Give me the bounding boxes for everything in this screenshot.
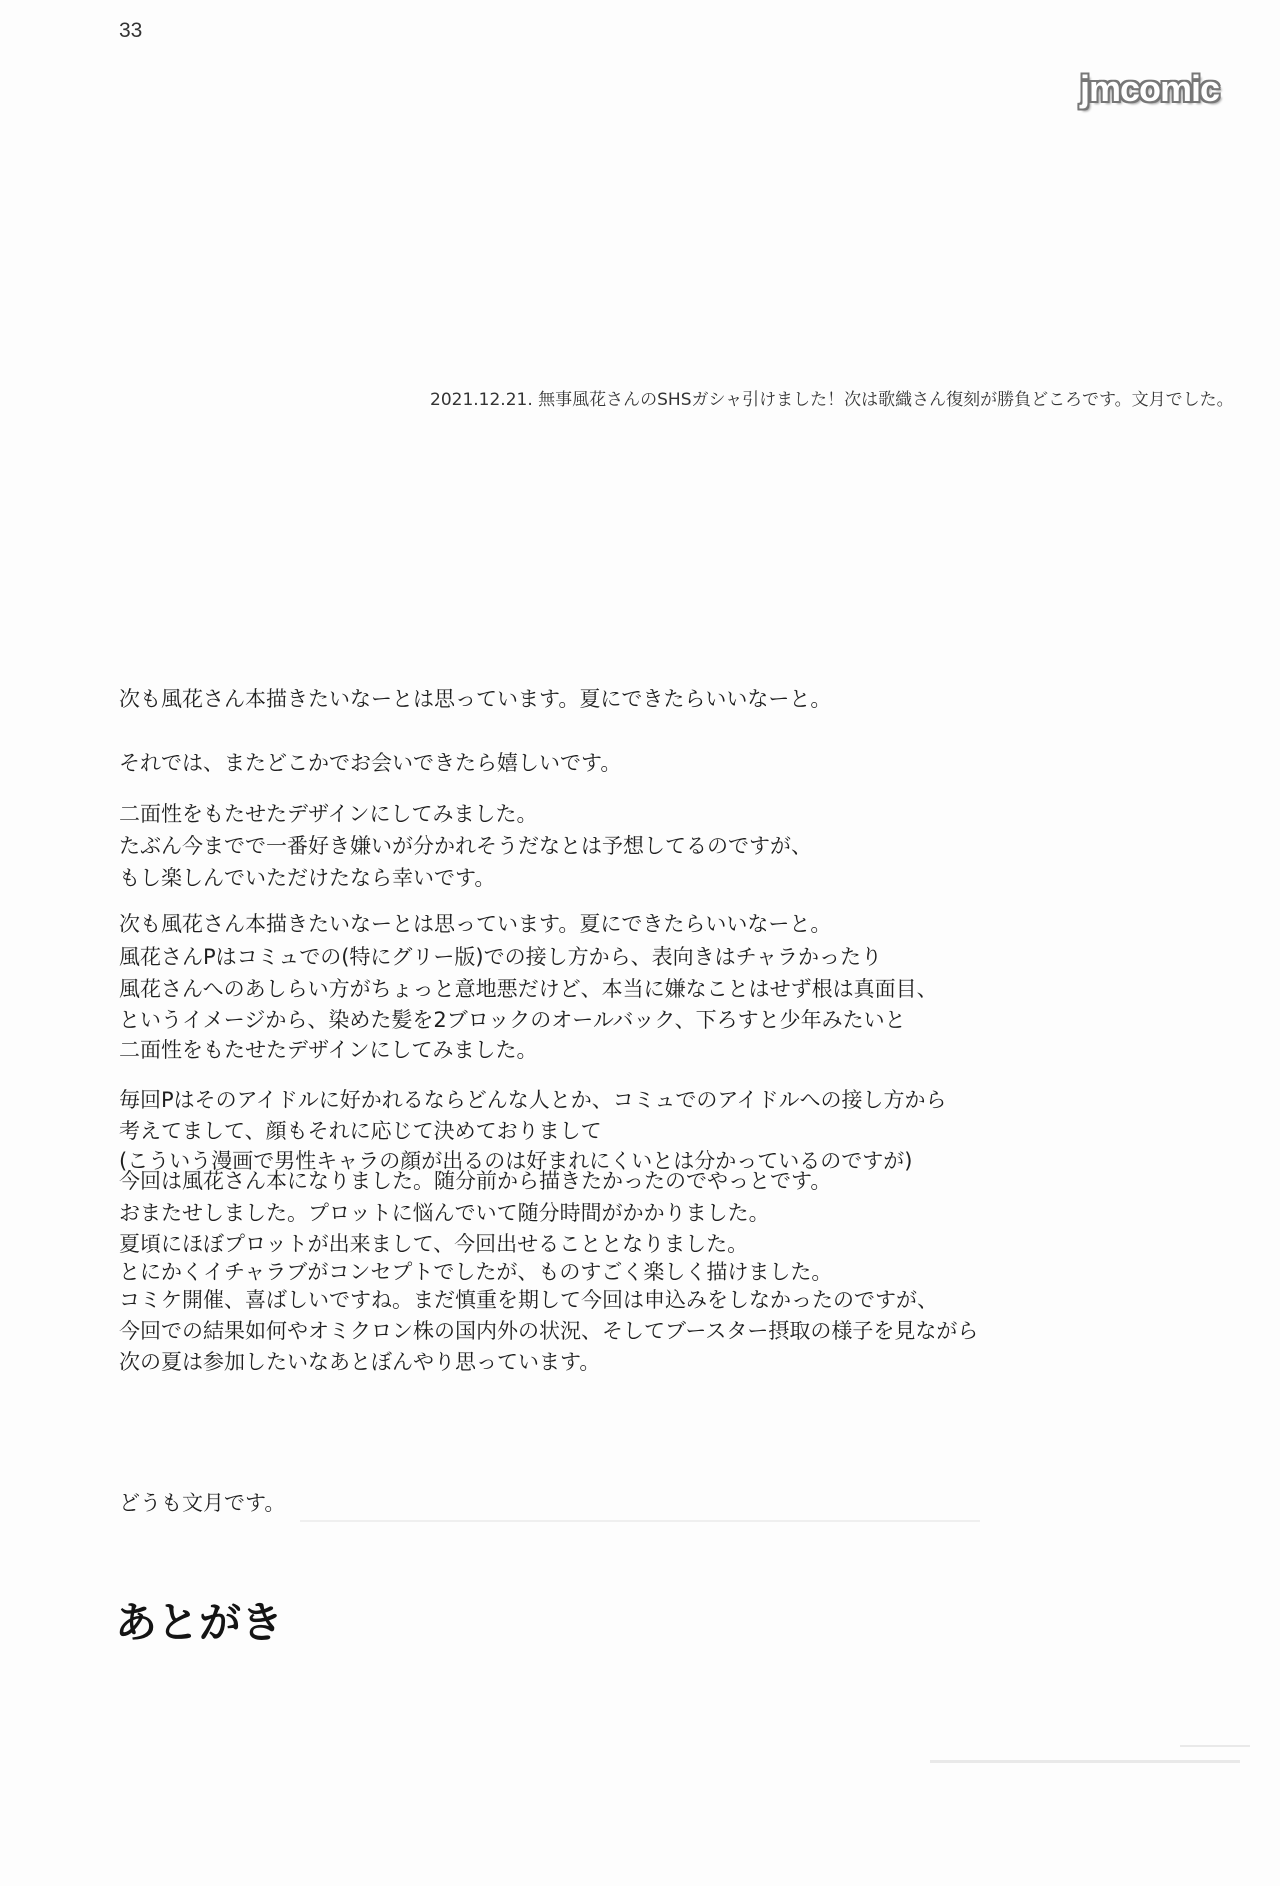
body-line: もし楽しんでいただけたなら幸いです。 [119, 866, 496, 890]
clipped-line-text: (こういう漫画で男性キャラの顔が出るのは好まれにくいとは分かっているのですが) [119, 1149, 913, 1173]
body-line: 風花さんへのあしらい方がちょっと意地悪だけど、本当に嫌なことはせず根は真面目、 [119, 977, 938, 1001]
body-line: 次の夏は参加したいなあとぼんやり思っています。 [119, 1350, 601, 1374]
scan-artifact [930, 1760, 1240, 1763]
clipped-line [119, 1149, 913, 1173]
clipped-line-text: 次も風花さん本描きたいなーとは思っています。夏にできたらいいなーと。 [119, 912, 832, 936]
watermark-logo: jmcomic [1080, 68, 1220, 109]
body-line: おまたせしました。プロットに悩んでいて随分時間がかかりました。 [119, 1201, 770, 1225]
body-line: とにかくイチャラブがコンセプトでしたが、ものすごく楽しく描けました。 [119, 1260, 833, 1284]
body-line: 風花さんPはコミュでの(特にグリー版)での接し方から、表向きはチャラかったり [119, 945, 882, 969]
body-line: 夏頃にほぼプロットが出来まして、今回出せることとなりました。 [119, 1232, 749, 1256]
body-line: それでは、またどこかでお会いできたら嬉しいです。 [119, 751, 622, 775]
clipped-line-text: 次も風花さん本描きたいなーとは思っています。夏にできたらいいなーと。 [119, 687, 832, 711]
clipped-line [119, 1038, 538, 1062]
scan-artifact [300, 1520, 980, 1522]
clipped-line [119, 687, 832, 712]
clipped-line-text: 二面性をもたせたデザインにしてみました。 [119, 802, 538, 826]
scan-artifact [1180, 1745, 1250, 1747]
body-line: 考えてまして、顔もそれに応じて決めておりまして [119, 1119, 602, 1143]
dateline-note: 2021.12.21. 無事風花さんのSHSガシャ引けました！次は歌織さん復刻が勝負どころです。文月でした。 [430, 390, 1234, 410]
body-line: 今回は風花さん本になりました。随分前から描きたかったのでやっとです。 [119, 1169, 832, 1193]
clipped-line [119, 912, 832, 936]
body-line: コミケ開催、喜ばしいですね。まだ慎重を期して今回は申込みをしなかったのですが、 [119, 1288, 938, 1312]
greeting-line: どうも文月です。 [119, 1491, 286, 1515]
page-heading: あとがき [115, 1598, 284, 1647]
body-line: 毎回Pはそのアイドルに好かれるならどんな人とか、コミュでのアイドルへの接し方から [119, 1088, 947, 1112]
clipped-line-text: 二面性をもたせたデザインにしてみました。 [119, 1038, 538, 1062]
body-line: というイメージから、染めた髪を2ブロックのオールバック、下ろすと少年みたいと [119, 1008, 906, 1032]
page-number: 33 [119, 19, 143, 42]
body-line: たぶん今までで一番好き嫌いが分かれそうだなとは予想してるのですが、 [119, 834, 812, 858]
clipped-line [119, 802, 538, 826]
body-line: 今回での結果如何やオミクロン株の国内外の状況、そしてブースター摂取の様子を見ながら [119, 1319, 979, 1343]
